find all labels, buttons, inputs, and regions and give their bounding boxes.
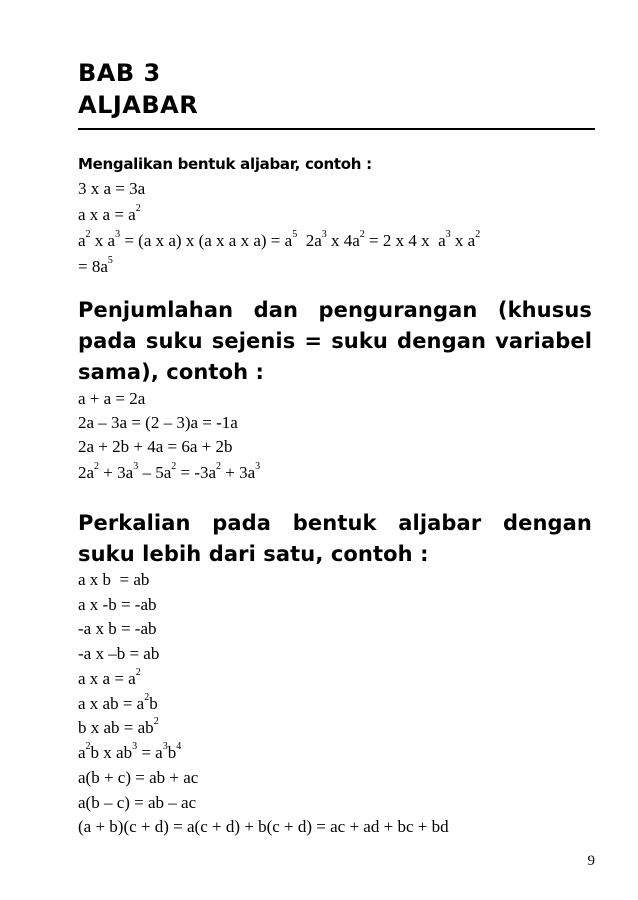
chapter-number: BAB 3 bbox=[78, 59, 161, 87]
math-line: 3 x a = 3a bbox=[78, 179, 146, 198]
math-line: a(b + c) = ab + ac bbox=[78, 768, 199, 787]
math-line: -a x b = -ab bbox=[78, 619, 157, 638]
section-heading-polynomial-multiplication: Perkalian pada bentuk aljabar dengan suku lebih dari satu, contoh : bbox=[78, 511, 592, 566]
math-line: a x ab = $a^2b$ bbox=[78, 692, 158, 713]
math-line: a x $a = a^2$ bbox=[78, 203, 141, 224]
math-line: a x b = ab bbox=[78, 570, 150, 589]
math-line: $a^2b$ x $ab^3 = a^3b^4$ bbox=[78, 741, 182, 762]
math-line: 2a – 3a = (2 – 3)a = -1a bbox=[78, 413, 238, 432]
chapter-title: ALJABAR bbox=[78, 91, 199, 119]
math-line: a x $a = a^2$ bbox=[78, 667, 141, 688]
math-line: a(b – c) = ab – ac bbox=[78, 793, 197, 812]
math-line: a x -b = -ab bbox=[78, 595, 157, 614]
math-line: -a x –b = ab bbox=[78, 644, 160, 663]
math-line: $a^2$ x $a^3 = (a$ x a) x (a x a x $a) = a^5$ $2a^3$ x $4a^2 = 2$ x 4 x $a^3$ x $a^2$ bbox=[78, 229, 481, 250]
title-divider bbox=[78, 128, 595, 130]
section-heading-addition: Penjumlahan dan pengurangan (khusus pada suku sejenis = suku dengan variabel sama), contoh : bbox=[78, 298, 592, 384]
section-heading-multiplication: Mengalikan bentuk aljabar, contoh : bbox=[78, 155, 372, 173]
math-line: b x ab = $ab^2$ bbox=[78, 716, 159, 737]
math-line: $2a^2 + 3a^3 - 5a^2 = -3a^2 + 3a^3$ bbox=[78, 461, 261, 482]
page-number: 9 bbox=[587, 853, 595, 869]
math-line: (a + b)(c + d) = a(c + d) + b(c + d) = ac + ad + bc + bd bbox=[78, 817, 449, 836]
math-line: = $8a^5$ bbox=[78, 255, 113, 276]
math-line: 2a + 2b + 4a = 6a + 2b bbox=[78, 437, 233, 456]
math-line: a + a = 2a bbox=[78, 389, 146, 408]
